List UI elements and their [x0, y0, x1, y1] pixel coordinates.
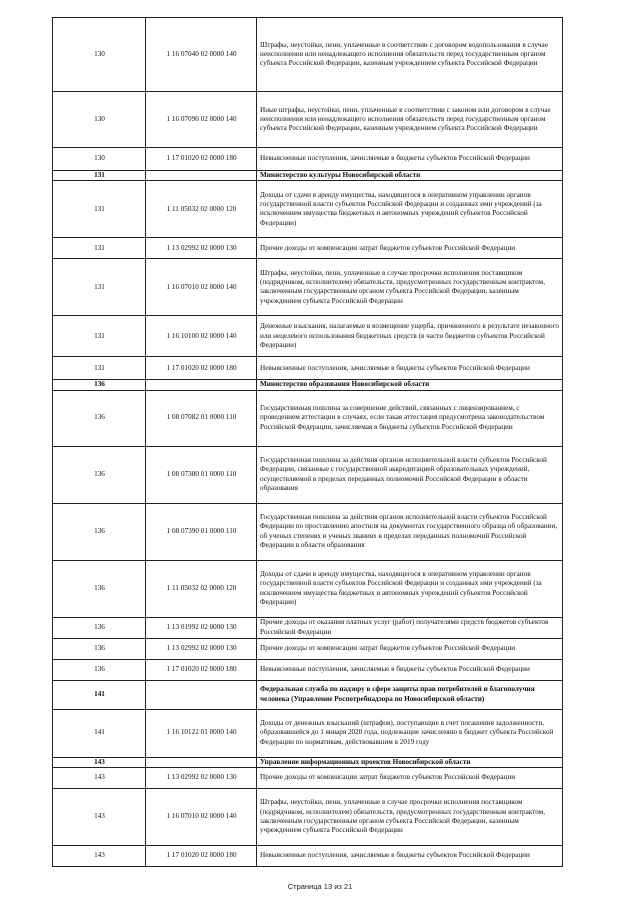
description-cell: Прочие доходы от компенсации затрат бюджетов субъектов Российской Федерации — [257, 638, 563, 659]
description-cell: Невыясненные поступления, зачисляемые в бюджеты субъектов Российской Федерации — [257, 148, 563, 171]
kbk-code-cell: 1 08 07380 01 0000 110 — [146, 446, 257, 503]
kbk-code-cell: 1 16 10122 01 0000 140 — [146, 709, 257, 757]
admin-code-cell: 136 — [53, 617, 146, 638]
table-row — [53, 788, 563, 845]
admin-code-cell: 131 — [53, 316, 146, 357]
description-cell: Доходы от сдачи в аренду имущества, находящегося в оперативном управлении органов государственной власти субъектов Российской Федерации и созданных ими учреждений (за исключением имущества бюджетных и автономных учреждений субъектов Российской Федерации) — [257, 181, 563, 238]
table-row — [53, 845, 563, 866]
admin-code-cell: 143 — [53, 788, 146, 845]
section-header-row — [53, 171, 563, 181]
admin-code-cell: 143 — [53, 845, 146, 866]
admin-code-cell: 136 — [53, 503, 146, 560]
kbk-code-cell: 1 08 07390 01 0000 110 — [146, 503, 257, 560]
table-row — [53, 638, 563, 659]
kbk-code-cell: 1 13 01992 02 0000 130 — [146, 617, 257, 638]
description-cell: Министерство культуры Новосибирской области — [257, 171, 563, 181]
table-row — [53, 709, 563, 757]
admin-code-cell: 141 — [53, 680, 146, 709]
table-row — [53, 560, 563, 617]
kbk-code-cell: 1 17 01020 02 0000 180 — [146, 357, 257, 380]
admin-code-cell: 131 — [53, 259, 146, 316]
admin-code-cell: 136 — [53, 560, 146, 617]
kbk-code-cell — [146, 171, 257, 181]
kbk-code-cell: 1 16 07010 02 0000 140 — [146, 259, 257, 316]
table-row — [53, 659, 563, 680]
table-row — [53, 181, 563, 238]
description-cell: Государственная пошлина за действия органов исполнительной власти субъектов Российской Федерации, связанные с государственной аккредитацией образовательных учреждений, осуществляемой в пределах переданных полномочий Российской Федерации в области образования — [257, 446, 563, 503]
admin-code-cell: 143 — [53, 767, 146, 788]
page-number: Страница 13 из 21 — [287, 882, 353, 891]
admin-code-cell: 130 — [53, 18, 146, 92]
admin-code-cell: 130 — [53, 92, 146, 148]
description-cell: Прочие доходы от компенсации затрат бюджетов субъектов Российской Федерации — [257, 238, 563, 259]
kbk-code-cell: 1 11 05032 02 0000 120 — [146, 560, 257, 617]
revenue-classification-table — [52, 17, 563, 867]
admin-code-cell: 131 — [53, 181, 146, 238]
description-cell: Прочие доходы от оказания платных услуг (работ) получателями средств бюджетов субъектов Российской Федерации — [257, 617, 563, 638]
table-row — [53, 446, 563, 503]
kbk-code-cell: 1 11 05032 02 0000 120 — [146, 181, 257, 238]
table-row — [53, 238, 563, 259]
admin-code-cell: 131 — [53, 238, 146, 259]
kbk-code-cell: 1 17 01020 02 0000 180 — [146, 659, 257, 680]
table-row — [53, 316, 563, 357]
description-cell: Государственная пошлина за совершение действий, связанных с лицензированием, с проведением аттестации в случаях, если такая аттестация предусмотрена законодательством Российской Федерации, зачисляемая в бюджеты субъектов Российской Федерации — [257, 390, 563, 446]
kbk-code-cell: 1 16 07010 02 0000 140 — [146, 788, 257, 845]
description-cell: Штрафы, неустойки, пени, уплаченные в случае просрочки исполнения поставщиком (подрядчиком, исполнителем) обязательств, предусмотренных государственным контрактом, заключенным государственным органом субъекта Российской Федерации, казенным учреждением субъекта Российской Федерации — [257, 788, 563, 845]
admin-code-cell: 143 — [53, 757, 146, 767]
table-row — [53, 92, 563, 148]
kbk-code-cell: 1 16 10100 02 0000 140 — [146, 316, 257, 357]
admin-code-cell: 136 — [53, 659, 146, 680]
kbk-code-cell — [146, 680, 257, 709]
kbk-code-cell: 1 16 07090 02 0000 140 — [146, 92, 257, 148]
section-header-row — [53, 757, 563, 767]
section-header-row — [53, 380, 563, 390]
admin-code-cell: 141 — [53, 709, 146, 757]
kbk-code-cell: 1 17 01020 02 0000 180 — [146, 148, 257, 171]
kbk-code-cell: 1 13 02992 02 0000 130 — [146, 238, 257, 259]
description-cell: Прочие доходы от компенсации затрат бюджетов субъектов Российской Федерации — [257, 767, 563, 788]
table-row — [53, 259, 563, 316]
description-cell: Штрафы, неустойки, пени, уплаченные в случае просрочки исполнения поставщиком (подрядчиком, исполнителем) обязательств, предусмотренных государственным контрактом, заключенным государственным органом субъекта Российской Федерации, казенным учреждением субъекта Российской Федерации — [257, 259, 563, 316]
admin-code-cell: 136 — [53, 446, 146, 503]
description-cell: Невыясненные поступления, зачисляемые в бюджеты субъектов Российской Федерации — [257, 357, 563, 380]
description-cell: Невыясненные поступления, зачисляемые в бюджеты субъектов Российской Федерации — [257, 659, 563, 680]
admin-code-cell: 131 — [53, 171, 146, 181]
description-cell: Управление информационных проектов Новосибирской области — [257, 757, 563, 767]
table-row — [53, 767, 563, 788]
kbk-code-cell — [146, 380, 257, 390]
kbk-code-cell: 1 13 02992 02 0000 130 — [146, 638, 257, 659]
admin-code-cell: 136 — [53, 390, 146, 446]
kbk-code-cell — [146, 757, 257, 767]
description-cell: Государственная пошлина за действия органов исполнительной власти субъектов Российской Федерации по проставлению апостиля на документах государственного образца об образовании, об ученых степенях и ученых званиях в пределах переданных полномочий Российской Федерации в области образования — [257, 503, 563, 560]
table-row — [53, 390, 563, 446]
table-body — [53, 18, 563, 867]
table-row — [53, 503, 563, 560]
admin-code-cell: 136 — [53, 638, 146, 659]
section-header-row — [53, 680, 563, 709]
kbk-code-cell: 1 17 01020 02 0000 180 — [146, 845, 257, 866]
description-cell: Штрафы, неустойки, пени, уплаченные в соответствии с договором водопользования в случае неисполнения или ненадлежащего исполнения обязательств перед государственным органом субъекта Российской Федерации, казенным учреждением субъекта Российской Федерации — [257, 18, 563, 92]
kbk-code-cell: 1 13 02992 02 0000 130 — [146, 767, 257, 788]
admin-code-cell: 136 — [53, 380, 146, 390]
table-row — [53, 148, 563, 171]
kbk-code-cell: 1 08 07082 01 0000 110 — [146, 390, 257, 446]
description-cell: Министерство образования Новосибирской области — [257, 380, 563, 390]
admin-code-cell: 130 — [53, 148, 146, 171]
description-cell: Доходы от денежных взысканий (штрафов), поступающие в счет погашения задолженности, образовавшейся до 1 января 2020 года, подлежащие зачислению в бюджет субъекта Российской Федерации по нормативам, действовавшим в 2019 году — [257, 709, 563, 757]
table-row — [53, 357, 563, 380]
table-row — [53, 617, 563, 638]
kbk-code-cell: 1 16 07040 02 0000 140 — [146, 18, 257, 92]
table-row — [53, 18, 563, 92]
description-cell: Невыясненные поступления, зачисляемые в бюджеты субъектов Российской Федерации — [257, 845, 563, 866]
admin-code-cell: 131 — [53, 357, 146, 380]
description-cell: Федеральная служба по надзору в сфере защиты прав потребителей и благополучия человека (Управление Роспотребнадзора по Новосибирской области) — [257, 680, 563, 709]
description-cell: Доходы от сдачи в аренду имущества, находящегося в оперативном управлении органов государственной власти субъектов Российской Федерации и созданных ими учреждений (за исключением имущества бюджетных и автономных учреждений субъектов Российской Федерации) — [257, 560, 563, 617]
description-cell: Иные штрафы, неустойки, пени, уплаченные в соответствии с законом или договором в случае неисполнения или ненадлежащего исполнения обязательств перед государственным органом субъекта Российской Федерации, казенным учреждением субъекта Российской Федерации — [257, 92, 563, 148]
description-cell: Денежные взыскания, налагаемые в возмещение ущерба, причиненного в результате незаконного или нецелевого использования бюджетных средств (в части бюджетов субъектов Российской Федерации) — [257, 316, 563, 357]
